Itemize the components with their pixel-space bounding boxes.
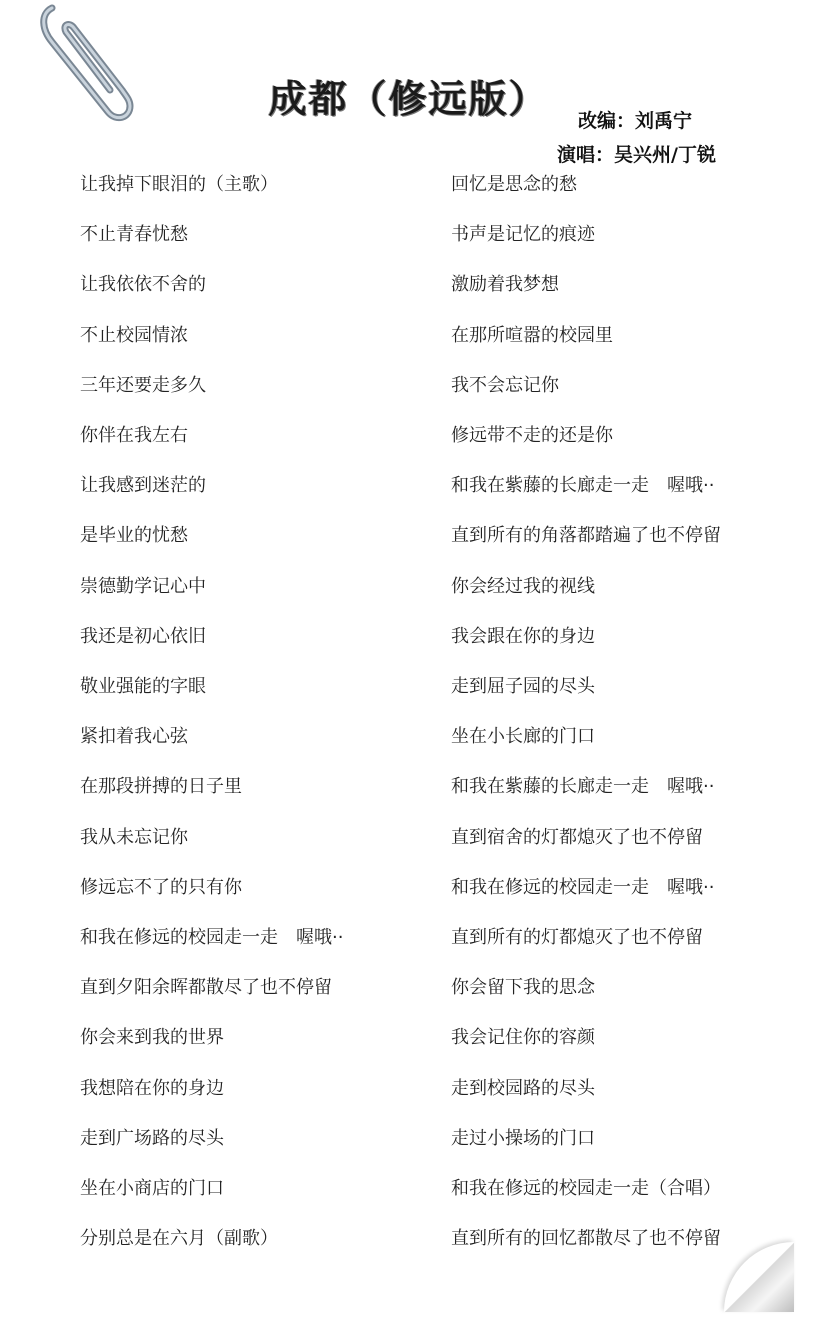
lyric-line: 直到所有的灯都熄灭了也不停留	[451, 927, 703, 948]
lyric-line: 我从未忘记你	[80, 826, 188, 848]
lyric-line: 和我在修远的校园走一走（合唱）	[451, 1178, 721, 1199]
lyric-line: 你会留下我的思念	[451, 977, 595, 999]
lyric-line: 在那所喧嚣的校园里	[451, 324, 613, 346]
lyric-line: 直到所有的回忆都散尽了也不停留	[451, 1228, 721, 1250]
lyric-line: 坐在小长廊的门口	[451, 726, 595, 748]
lyric-line: 紧扣着我心弦	[80, 726, 188, 748]
lyric-line: 直到宿舍的灯都熄灭了也不停留	[451, 826, 703, 848]
lyric-line: 三年还要走多久	[80, 374, 206, 396]
lyric-line: 敬业强能的字眼	[80, 676, 206, 697]
lyric-line: 走到屈子园的尽头	[451, 676, 595, 697]
lyric-line: 我不会忘记你	[451, 374, 559, 396]
lyric-line: 我会记住你的容颜	[451, 1027, 595, 1049]
lyric-line: 你会经过我的视线	[451, 575, 595, 597]
lyric-line: 分别总是在六月（副歌）	[80, 1228, 278, 1250]
lyric-line: 走到校园路的尽头	[451, 1077, 595, 1099]
lyric-line: 我会跟在你的身边	[451, 625, 595, 647]
lyric-line: 回忆是思念的愁	[451, 174, 577, 195]
lyric-line: 崇德勤学记心中	[80, 575, 206, 597]
lyric-line: 坐在小商店的门口	[80, 1178, 224, 1199]
lyric-line: 书声是记忆的痕迹	[451, 224, 595, 246]
lyric-line: 我还是初心依旧	[80, 625, 206, 647]
lyric-line: 让我掉下眼泪的（主歌）	[80, 174, 278, 195]
lyric-line: 你伴在我左右	[80, 425, 188, 446]
arranger-credit: 改编：刘禹宁	[578, 110, 693, 132]
lyric-line: 直到所有的角落都踏遍了也不停留	[451, 525, 721, 547]
singer-credit: 演唱：吴兴州/丁锐	[557, 144, 716, 166]
lyric-line: 是毕业的忧愁	[80, 525, 188, 547]
paper-sheet	[22, 20, 794, 1312]
lyric-line: 和我在紫藤的长廊走一走 喔哦··	[451, 475, 715, 497]
lyric-line: 让我感到迷茫的	[80, 475, 206, 497]
page-title: 成都（修远版）	[268, 77, 549, 121]
lyric-line: 激励着我梦想	[451, 274, 559, 296]
lyric-line: 和我在紫藤的长廊走一走 喔哦··	[451, 776, 715, 798]
lyric-line: 和我在修远的校园走一走 喔哦··	[80, 927, 344, 948]
lyric-line: 在那段拼搏的日子里	[80, 776, 242, 798]
lyric-line: 你会来到我的世界	[80, 1027, 224, 1049]
lyric-line: 直到夕阳余晖都散尽了也不停留	[80, 977, 332, 999]
lyric-line: 让我依依不舍的	[80, 274, 206, 296]
lyric-line: 修远忘不了的只有你	[80, 876, 242, 898]
lyric-line: 和我在修远的校园走一走 喔哦··	[451, 876, 715, 898]
lyric-line: 不止校园情浓	[80, 324, 188, 346]
lyric-line: 走到广场路的尽头	[80, 1127, 224, 1149]
lyric-line: 走过小操场的门口	[451, 1127, 595, 1149]
lyric-line: 不止青春忧愁	[80, 224, 188, 246]
lyric-line: 修远带不走的还是你	[451, 425, 613, 446]
lyric-line: 我想陪在你的身边	[80, 1077, 224, 1099]
